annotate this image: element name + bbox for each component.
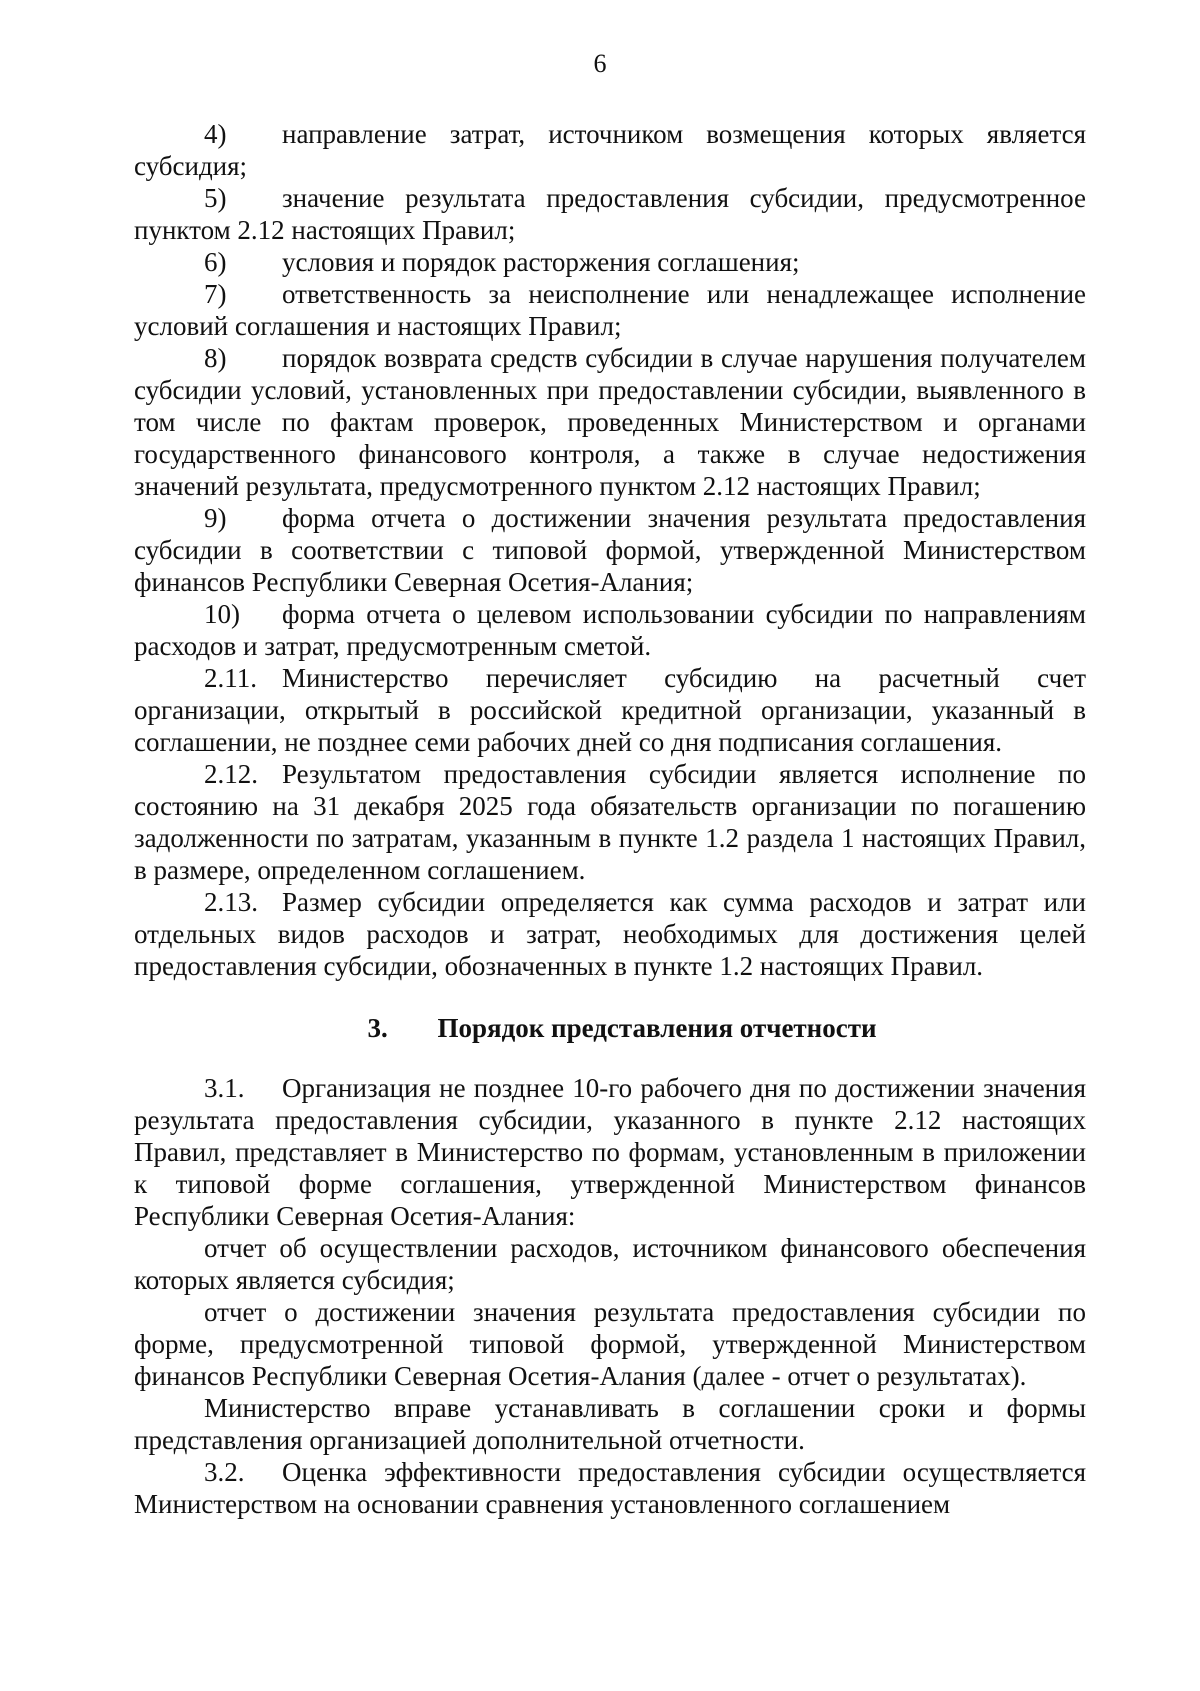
clause-text: Организация не позднее 10-го рабочего дня по достижении значения результата предоставления субсидии, указанного в пункте 2.12 настоящих Правил, представляет в Министерство по формам, установленным в приложении к типовой форме соглашения, утвержденной Министерством финансов Республики Северная Осетия-Алания:: [134, 1073, 1086, 1231]
item-text: условия и порядок расторжения соглашения;: [282, 247, 800, 277]
list-item: [134, 246, 1086, 278]
item-text: Результатом предоставления субсидии является исполнение по состоянию на 31 декабря 2025 года обязательств организации по погашению задолженности по затратам, указанным в пункте 1.2 раздела 1 настоящих Правил, в размере, определенном соглашением.: [134, 759, 1086, 885]
item-text: порядок возврата средств субсидии в случае нарушения получателем субсидии условий, установленных при предоставлении субсидии, выявленного в том числе по фактам проверок, проведенных Министерством и органами государственного финансового контроля, а также в случае недостижения значений результата, предусмотренного пунктом 2.12 настоящих Правил;: [134, 343, 1086, 501]
item-number: 9): [204, 503, 227, 533]
item-text: Размер субсидии определяется как сумма расходов и затрат или отдельных видов расходов и затрат, необходимых для достижения целей предоставления субсидии, обозначенных в пункте 1.2 настоящих Правил.: [134, 887, 1086, 981]
clause-text: Оценка эффективности предоставления субсидии осуществляется Министерством на основании сравнения установленного соглашением: [134, 1457, 1086, 1519]
document-body: [134, 118, 1086, 1520]
item-text: форма отчета о целевом использовании субсидии по направлениям расходов и затрат, предусмотренным сметой.: [134, 599, 1086, 661]
clause-number: 3.2.: [204, 1457, 245, 1487]
sub-paragraphs: [134, 1232, 1086, 1456]
item-number: 8): [204, 343, 227, 373]
item-number: 6): [204, 247, 227, 277]
item-text: отчет об осуществлении расходов, источником финансового обеспечения которых является субсидия;: [134, 1233, 1086, 1295]
clause-3-1: [134, 1072, 1086, 1232]
list-item: [134, 598, 1086, 662]
clause-paragraph: [134, 758, 1086, 886]
item-text: ответственность за неисполнение или ненадлежащее исполнение условий соглашения и настоящих Правил;: [134, 279, 1086, 341]
item-number: 4): [204, 119, 227, 149]
sub-paragraph: [134, 1296, 1086, 1392]
list-item: [134, 118, 1086, 182]
sub-paragraph: [134, 1392, 1086, 1456]
clause-3-2: [134, 1456, 1086, 1520]
item-number: 10): [204, 599, 240, 629]
clause-number: 3.1.: [204, 1073, 245, 1103]
list-item: [134, 342, 1086, 502]
item-text: форма отчета о достижении значения результата предоставления субсидии в соответствии с типовой формой, утвержденной Министерством финансов Республики Северная Осетия-Алания;: [134, 503, 1086, 597]
item-text: значение результата предоставления субсидии, предусмотренное пунктом 2.12 настоящих Правил;: [134, 183, 1086, 245]
clause-paragraph: [134, 662, 1086, 758]
sub-paragraph: [134, 1232, 1086, 1296]
section-number: 3.: [367, 1013, 388, 1043]
clauses-section-2: [134, 662, 1086, 982]
list-item: [134, 278, 1086, 342]
item-number: 2.12.: [204, 759, 258, 789]
page-number: 6: [593, 49, 607, 78]
item-number: 2.11.: [204, 663, 257, 693]
list-items-top: [134, 118, 1086, 662]
item-number: 2.13.: [204, 887, 258, 917]
item-text: отчет о достижении значения результата предоставления субсидии по форме, предусмотренной типовой формой, утвержденной Министерством финансов Республики Северная Осетия-Алания (далее - отчет о результатах).: [134, 1297, 1086, 1391]
item-text: Министерство перечисляет субсидию на расчетный счет организации, открытый в российской кредитной организации, указанный в соглашении, не позднее семи рабочих дней со дня подписания соглашения.: [134, 663, 1086, 757]
list-item: [134, 182, 1086, 246]
item-number: 7): [204, 279, 227, 309]
item-text: Министерство вправе устанавливать в соглашении сроки и формы представления организацией дополнительной отчетности.: [134, 1393, 1086, 1455]
clause-paragraph: [134, 886, 1086, 982]
list-item: [134, 502, 1086, 598]
section-heading: [134, 1012, 1086, 1044]
section-title: Порядок представления отчетности: [437, 1013, 877, 1043]
item-text: направление затрат, источником возмещения которых является субсидия;: [134, 119, 1086, 181]
item-number: 5): [204, 183, 227, 213]
